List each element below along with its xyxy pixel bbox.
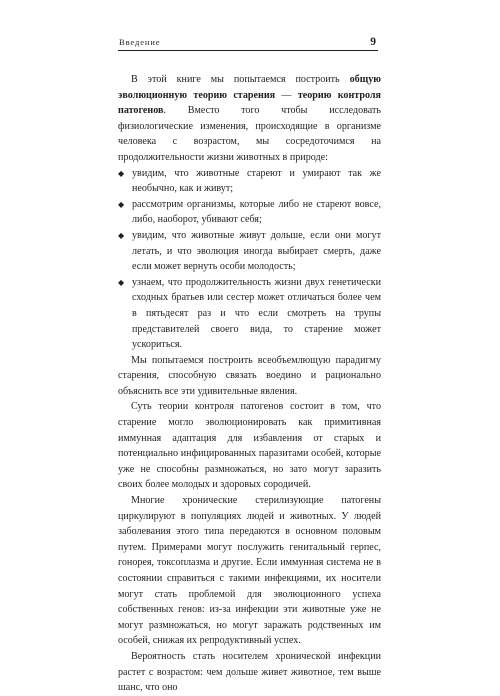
- intro-dash: —: [275, 89, 298, 101]
- section-title: Введение: [119, 37, 161, 47]
- running-header: [118, 34, 378, 51]
- page-body: [118, 72, 381, 696]
- list-item: ◆ узнаем, что продолжительность жизни двух генетически сходных братьев или сестер может отличаться более чем в пятьдесят раз и что если смотреть на трупы представителей своего вида, то старение может ускориться.: [118, 276, 381, 351]
- findings-list: [118, 166, 381, 353]
- diamond-bullet-icon: ◆: [118, 277, 125, 287]
- diamond-bullet-icon: ◆: [118, 230, 125, 240]
- page-number: 9: [370, 36, 376, 48]
- list-item: ◆ рассмотрим организмы, которые либо не стареют вовсе, либо, наоборот, убивают себя;: [118, 198, 381, 226]
- body-paragraph: Суть теории контроля патогенов состоит в том, что старение могло эволюционировать как примитивная иммунная адаптация для избавления от старых и потенциально инфицированных паразитами особей, которые уже не способны размножаться, но зато могут заразить своих более молодых и здоровых сородичей.: [118, 401, 381, 491]
- list-item: ◆ увидим, что животные стареют и умирают так же необычно, как и живут;: [118, 167, 381, 195]
- list-item: ◆ увидим, что животные живут дольше, если они могут летать, и что эволюция иногда выбирает смерть, даже если может вернуть особи молодость;: [118, 229, 381, 273]
- diamond-bullet-icon: ◆: [118, 199, 125, 209]
- body-paragraph: Многие хронические стерилизующие патогены циркулируют в популяциях людей и животных. У людей заболевания этого типа передаются в основном половым путем. Примерами могут послужить генитальный герпес, гонорея, токсоплазма и другие. Если иммунная система не в состоянии справиться с такими инфекциями, их носители могут стать проблемой для эволюционного успеха собственных генов: из-за инфекции эти животные уже не могут размножаться, но могут заражать родственных им особей, снижая их репродуктивный успех.: [118, 495, 381, 647]
- body-paragraph: Мы попытаемся построить всеобъемлющую парадигму старения, способную связать воедино и рационально объяснить все эти удивительные явления.: [118, 354, 381, 397]
- intro-text: В этой книге мы попытаемся построить: [131, 74, 350, 85]
- bold-term-general-theory: общую эволюционную теорию старения: [118, 74, 381, 101]
- diamond-bullet-icon: ◆: [118, 168, 125, 178]
- intro-paragraph: [118, 72, 381, 166]
- body-paragraph: Вероятность стать носителем хронической инфекции растет с возрастом: чем дольше живет животное, тем выше шанс, что оно: [118, 650, 381, 694]
- bold-term-pathogen-control: теорию контроля патогенов: [118, 89, 382, 117]
- intro-continuation: . Вместо того чтобы исследовать физиологические изменения, происходящие в организме человека с возрастом, мы сосредоточимся на продолжительности жизни животных в природе:: [118, 105, 381, 163]
